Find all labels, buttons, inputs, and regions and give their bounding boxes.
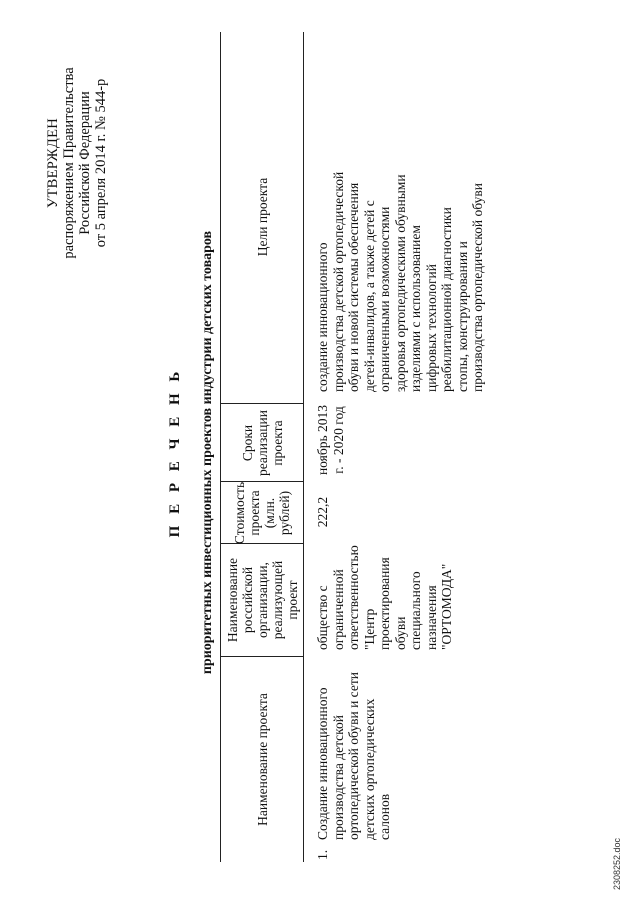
cell-cost: 222,2 bbox=[315, 496, 330, 528]
cell-project-name: Создание инновационного производства детской ортопедической обуви и сети детских ортопедических салонов bbox=[315, 672, 392, 840]
document-title: П Е Р Е Ч Е Н Ь bbox=[167, 367, 183, 538]
approval-line-3: от 5 апреля 2014 г. № 544-р bbox=[93, 78, 109, 248]
column-divider bbox=[221, 403, 303, 404]
approval-block bbox=[45, 43, 109, 283]
approval-title: УТВЕРЖДЕН bbox=[45, 117, 61, 209]
header-project-name: Наименование проекта bbox=[254, 693, 270, 826]
header-cost: Стоимость проекта (млн. рублей) bbox=[232, 481, 292, 545]
row-number: 1. bbox=[315, 849, 330, 860]
approval-line-1: распоряжением Правительства bbox=[61, 67, 77, 259]
header-goals: Цели проекта bbox=[254, 177, 270, 257]
cell-period: ноябрь 2013 г. - 2020 год bbox=[315, 404, 346, 476]
cell-goals: создание инновационного производства детской ортопедической обуви и новой системы обеспечения детей-инвалидов, а также детей с ограниченными возможностями здоровья ортопедическими обувными изделиями с использованием цифровых технологий реабилитационной диагностики стопы, конструирования и производства ортопедической обуви bbox=[315, 171, 485, 392]
header-period: Сроки реализации проекта bbox=[239, 410, 285, 476]
approval-line-2: Российской Федерации bbox=[77, 91, 93, 235]
document-heading bbox=[165, 0, 217, 905]
header-organization: Наименование российской организации, реализующей проект bbox=[224, 557, 300, 643]
document-code: 2308252.doc bbox=[612, 837, 622, 890]
table-header bbox=[220, 32, 304, 862]
cell-organization: общество с ограниченной ответственностью "Центр проектирования обуви специального назначения "ОРТОМОДА" bbox=[315, 545, 454, 650]
document-subtitle: приоритетных инвестиционных проектов индустрии детских товаров bbox=[200, 230, 215, 675]
